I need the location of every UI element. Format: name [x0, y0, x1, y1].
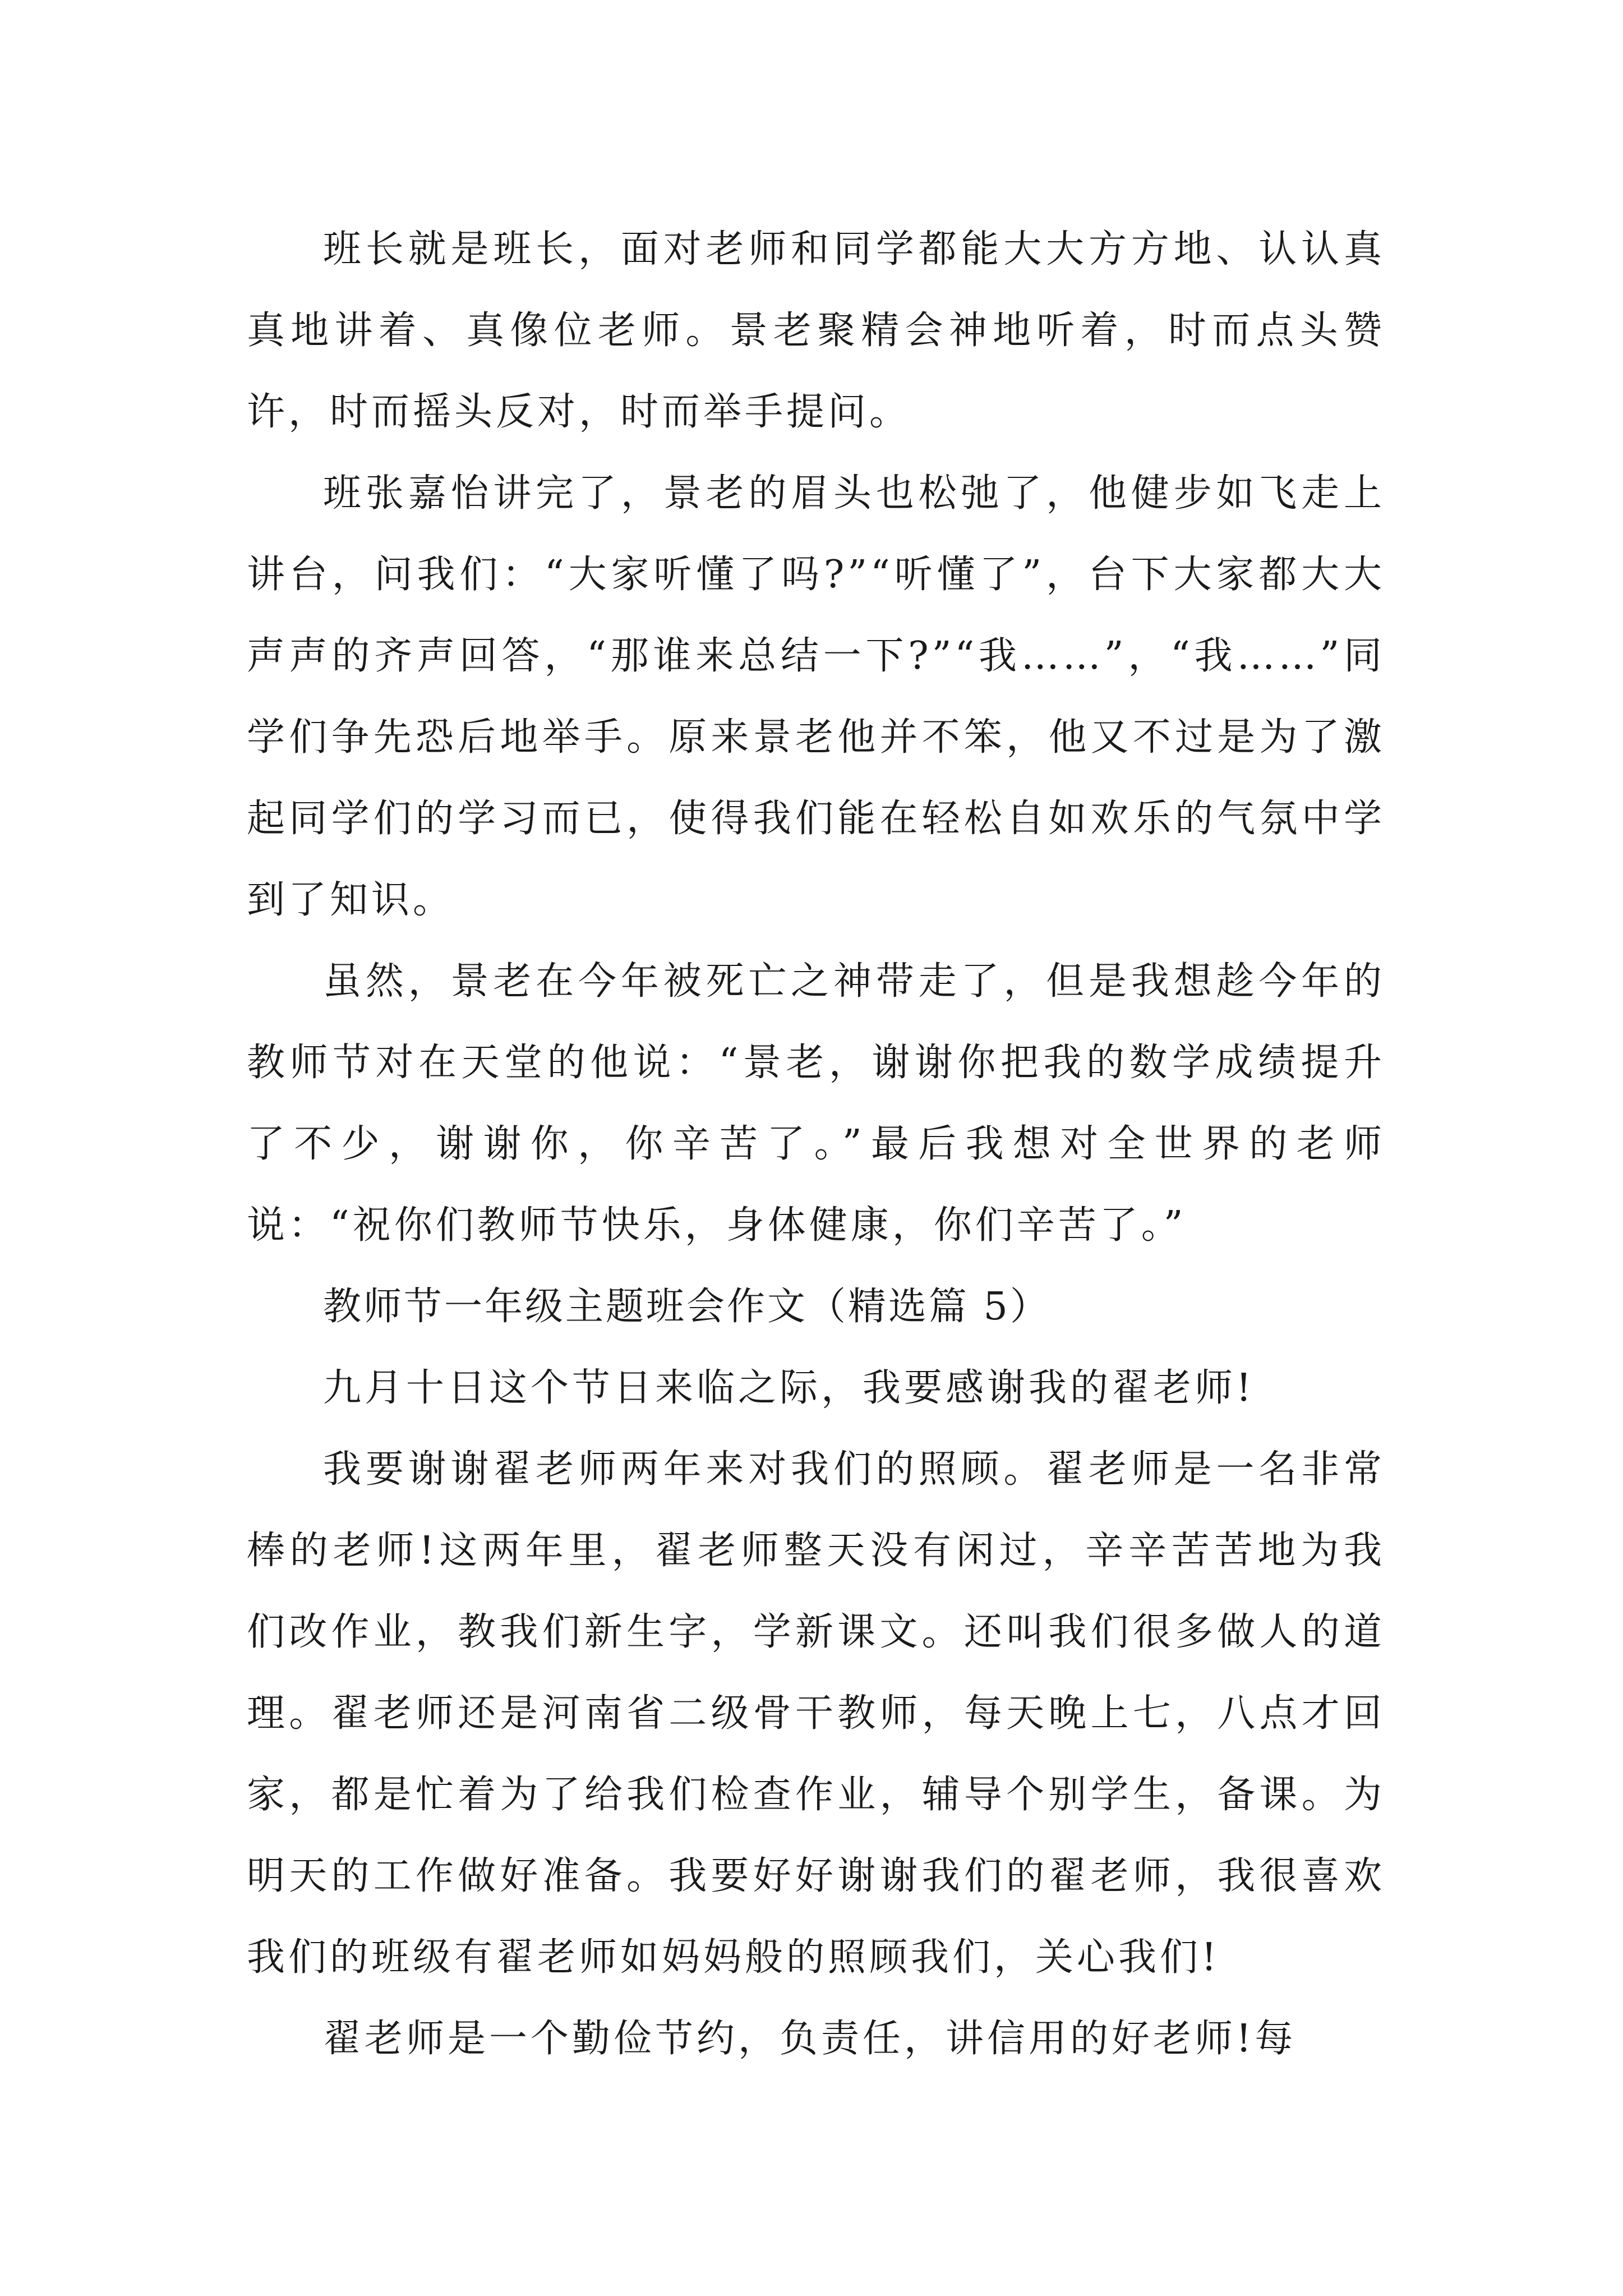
paragraph: 翟老师是一个勤俭节约，负责任，讲信用的好老师!每 [323, 2017, 1297, 2061]
section-heading: 教师节一年级主题班会作文（精选篇 5） [323, 1285, 1050, 1329]
paragraph: 虽然，景老在今年被死亡之神带走了，但是我想趁今年的教师节对在天堂的他说：“景老，谢谢你把我的数学成绩提升了不少，谢谢你，你辛苦了。”最后我想对全世界的老师说：“祝你们教师节快乐，身体健康，你们辛苦了。” [247, 959, 1385, 1248]
document-body [247, 209, 1385, 2079]
paragraph: 班张嘉怡讲完了，景老的眉头也松弛了，他健步如飞走上讲台，问我们：“大家听懂了吗?”“听懂了”，台下大家都大大声声的齐声回答，“那谁来总结一下?”“我……”，“我……”同学们争先恐后地举手。原来景老他并不笨，他又不过是为了激起同学们的学习而已，使得我们能在轻松自如欢乐的气氛中学到了知识。 [247, 471, 1385, 922]
paragraph: 我要谢谢翟老师两年来对我们的照顾。翟老师是一名非常棒的老师!这两年里，翟老师整天没有闲过，辛辛苦苦地为我们改作业，教我们新生字，学新课文。还叫我们很多做人的道理。翟老师还是河南省二级骨干教师，每天晚上七，八点才回家，都是忙着为了给我们检查作业，辅导个别学生，备课。为明天的工作做好准备。我要好好谢谢我们的翟老师，我很喜欢我们的班级有翟老师如妈妈般的照顾我们，关心我们! [247, 1447, 1385, 1980]
paragraph: 九月十日这个节日来临之际，我要感谢我的翟老师! [323, 1366, 1255, 1410]
paragraph: 班长就是班长，面对老师和同学都能大大方方地、认认真真地讲着、真像位老师。景老聚精会神地听着，时而点头赞许，时而摇头反对，时而举手提问。 [247, 227, 1385, 434]
